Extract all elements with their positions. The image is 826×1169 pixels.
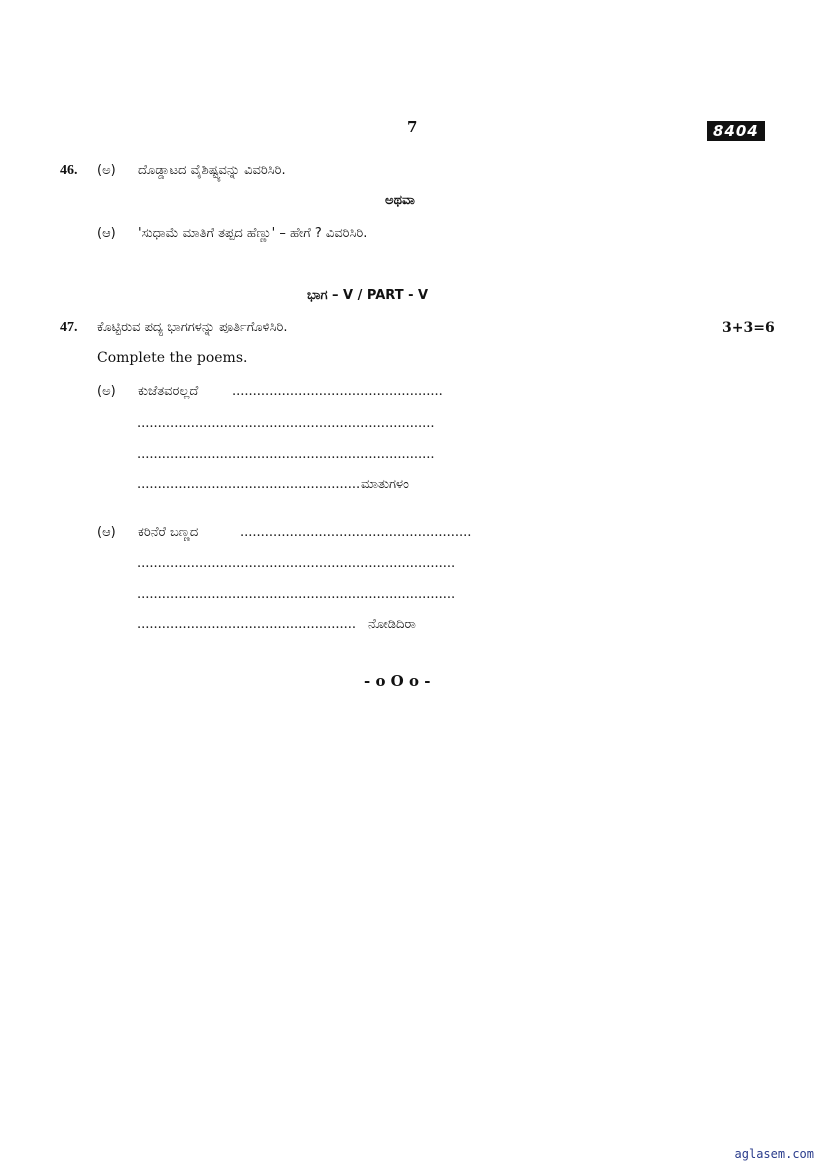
q46-b-text: 'ಸುಧಾಮೆ ಮಾತಿಗೆ ತಪ್ಪದ ಹೆಣ್ಣು' – ಹೇಗೆ ? ವಿವರಿಸಿರಿ. (138, 226, 368, 241)
poem-b-blank-4: ..................................................... (137, 617, 357, 632)
poem-a-end: ಮಾತುಗಳಂ (361, 477, 409, 492)
poem-b-end: ನೋಡಿದಿರಾ (368, 617, 416, 632)
poem-a-blank-2: ........................................................................ (137, 416, 435, 431)
poem-b-blank-1: ........................................................ (240, 525, 472, 540)
q46-a-label: (ಅ) (97, 163, 116, 178)
poem-a-start: ಕುಜೆತವರಲ್ಲದೆ (138, 384, 199, 399)
q46-b-label: (ಆ) (97, 226, 116, 241)
poem-b-blank-2: ............................................................................. (137, 556, 456, 571)
page-number: 7 (407, 118, 418, 136)
poem-a-blank-1: ................................................... (232, 384, 443, 399)
q46-a-text: ದೊಡ್ಡಾಟದ ವೈಶಿಷ್ಟ್ಯವನ್ನು ವಿವರಿಸಿರಿ. (138, 163, 286, 178)
poem-a-label: (ಅ) (97, 384, 116, 399)
poem-b-start: ಕರಿನೆರೆ ಬಣ್ಣದ (138, 525, 199, 540)
q47-text: ಕೊಟ್ಟಿರುವ ಪದ್ಯ ಭಾಗಗಳನ್ನು ಪೂರ್ತಿಗೊಳಿಸಿರಿ. (97, 320, 288, 335)
paper-code-badge: 8404 (707, 121, 765, 141)
q47-marks: 3+3=6 (722, 320, 775, 336)
poem-a-blank-3: ........................................................................ (137, 447, 435, 462)
or-separator: ಅಥವಾ (385, 193, 415, 208)
part-5-heading: ಭಾಗ – V / PART - V (307, 288, 429, 303)
question-47-number: 47. (60, 320, 78, 335)
question-46-number: 46. (60, 163, 78, 178)
watermark-text: aglasem.com (734, 1147, 814, 1161)
q47-english-text: Complete the poems. (97, 350, 248, 366)
end-of-paper-mark: - o O o - (364, 672, 431, 690)
poem-b-blank-3: ............................................................................. (137, 587, 456, 602)
poem-b-label: (ಆ) (97, 525, 116, 540)
poem-a-blank-4: ...................................................... (137, 477, 361, 492)
